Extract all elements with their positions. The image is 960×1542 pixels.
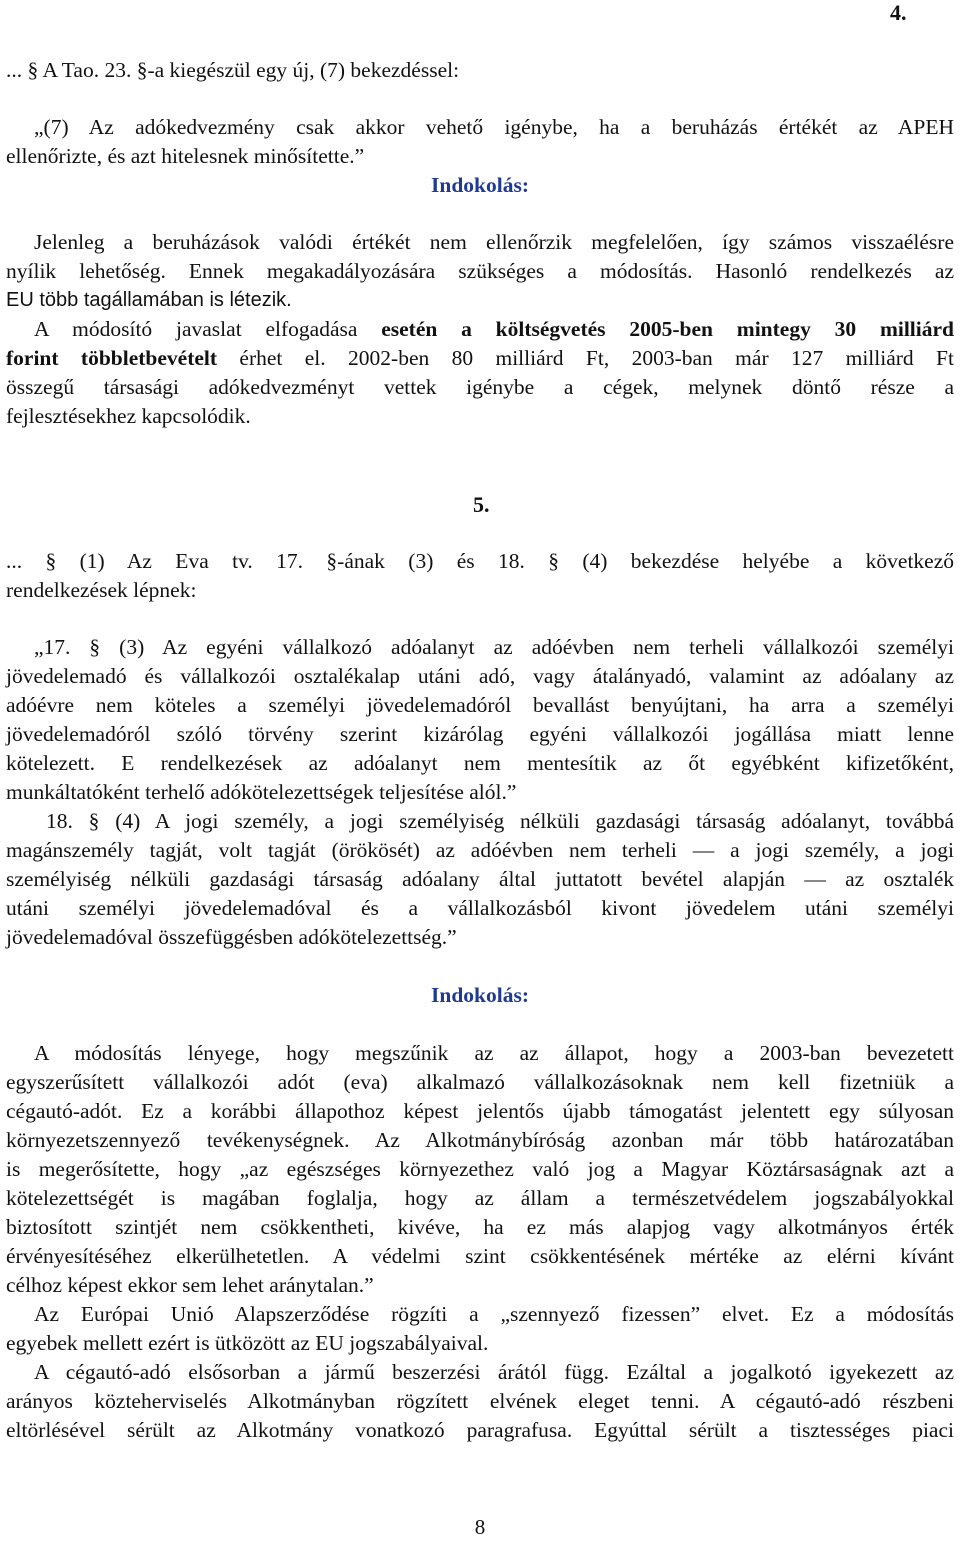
justification-text: érhet el. 2002-ben 80 milliárd Ft, 2003-ban már 127 milliárd Ft [217, 346, 954, 370]
reasoning-line: biztosított szintjét nem csökkentheti, kivéve, ha ez más alapjog vagy alkotmányos érték [6, 1215, 954, 1239]
section-number-5: 5. [473, 492, 490, 517]
quote-line: „(7) Az adókedvezmény csak akkor vehető igénybe, ha a beruházás értékét az APEH [34, 115, 954, 139]
paragraph-17-line: „17. § (3) Az egyéni vállalkozó adóalanyt az adóévben nem terheli vállalkozói személyi [34, 635, 954, 659]
justification-line: összegű társasági adókedvezményt vettek igénybe a cégek, melynek döntő része a [6, 375, 954, 399]
document-page [6, 0, 954, 1537]
reasoning-line: is megerősítette, hogy „az egészséges környezethez való jog a Magyar Köztársaságnak azt a [6, 1157, 954, 1181]
paragraph-17-line: kötelezett. E rendelkezések az adóalanyt nem mentesítik az őt egyébként kifizetőként, [6, 751, 954, 775]
quote-line: ellenőrizte, és azt hitelesnek minősítette.” [6, 144, 365, 168]
reasoning-line: eltörlésével sérült az Alkotmány vonatkozó paragrafusa. Egyúttal sérült a tisztességes piaci [6, 1418, 954, 1442]
justification-text: A módosító javaslat elfogadása [34, 317, 382, 341]
justification-line: Jelenleg a beruházások valódi értékét nem ellenőrzik megfelelően, így számos visszaélésre [34, 230, 954, 254]
justification-line: EU több tagállamában is létezik. [6, 289, 292, 311]
reasoning-line: egyszerűsített vállalkozói adót (eva) alkalmazó vállalkozásoknak nem kell fizetniük a [6, 1070, 954, 1094]
paragraph-18-line: magánszemély tagját, volt tagját (örökösét) az adóévben nem terheli — a jogi személy, a jogi [6, 838, 954, 862]
paragraph-17-line: jövedelemadó és vállalkozói osztalékalap utáni adó, vagy átalányadó, valamint az adóalany az [6, 664, 954, 688]
reasoning-line: cégautó-adót. Ez a korábbi állapothoz képest jelentős újabb támogatást jelentett egy súlyosan [6, 1099, 954, 1123]
reasoning-line: egyebek mellett ezért is ütközött az EU jogszabályaival. [6, 1331, 489, 1355]
paragraph-18-line: 18. § (4) A jogi személy, a jogi személyiség nélküli gazdasági társaság adóalanyt, továbbá [46, 809, 954, 833]
justification-bold-text: forint többletbevételt [6, 346, 218, 370]
paragraph-17-line: munkáltatóként terhelő adókötelezettségek teljesítése alól.” [6, 780, 517, 804]
page-number: 8 [474, 1515, 486, 1539]
paragraph-18-line: utáni személyi jövedelemadóval és a vállalkozásból kivont jövedelem utáni személyi [6, 896, 954, 920]
reasoning-line: Az Európai Unió Alapszerződése rögzíti a „szennyező fizessen” elvet. Ez a módosítás [34, 1302, 954, 1326]
reasoning-line: A cégautó-adó elsősorban a jármű beszerzési árától függ. Ezáltal a jogalkotó igyekezett az [34, 1360, 954, 1384]
paragraph-17-line: adóévre nem köteles a személyi jövedelemadóról bevallást benyújtani, ha arra a személyi [6, 693, 954, 717]
indokolas-heading: Indokolás: [431, 983, 529, 1007]
section5-intro: rendelkezések lépnek: [6, 578, 197, 602]
justification-line: nyílik lehetőség. Ennek megakadályozására szükséges a módosítás. Hasonló rendelkezés az [6, 259, 954, 283]
section4-intro: ... § A Tao. 23. §-a kiegészül egy új, (7) bekezdéssel: [6, 58, 460, 82]
paragraph-18-line: személyiség nélküli gazdasági társaság adóalany által juttatott bevétel alapján — az osztalék [6, 867, 954, 891]
justification-line [6, 344, 954, 373]
paragraph-18-line: jövedelemadóval összefüggésben adókötelezettség.” [6, 925, 457, 949]
reasoning-line: A módosítás lényege, hogy megszűnik az az állapot, hogy a 2003-ban bevezetett [34, 1041, 954, 1065]
reasoning-line: célhoz képest ekkor sem lehet aránytalan.” [6, 1273, 374, 1297]
reasoning-line: kötelezettségét is magában foglalja, hogy az állam a természetvédelem jogszabályokkal [6, 1186, 954, 1210]
justification-line: fejlesztésekhez kapcsolódik. [6, 404, 251, 428]
indokolas-heading: Indokolás: [431, 173, 529, 197]
section-number-4: 4. [890, 0, 907, 25]
section5-intro: ... § (1) Az Eva tv. 17. §-ának (3) és 18. § (4) bekezdése helyébe a következő [6, 549, 954, 573]
reasoning-line: környezetszennyező tevékenységnek. Az Alkotmánybíróság azonban már több határozatában [6, 1128, 954, 1152]
reasoning-line: érvényesítéséhez elkerülhetetlen. A védelmi szint csökkentésének mértéke az elérni kívánt [6, 1244, 954, 1268]
justification-bold-text: esetén a költségvetés 2005-ben mintegy 30 milliárd [381, 317, 954, 341]
reasoning-line: arányos közteherviselés Alkotmányban rögzített elvének eleget tenni. A cégautó-adó részbeni [6, 1389, 954, 1413]
justification-line [34, 315, 954, 344]
paragraph-17-line: jövedelemadóról szóló törvény szerint kizárólag egyéni vállalkozói jogállása miatt lenne [6, 722, 954, 746]
